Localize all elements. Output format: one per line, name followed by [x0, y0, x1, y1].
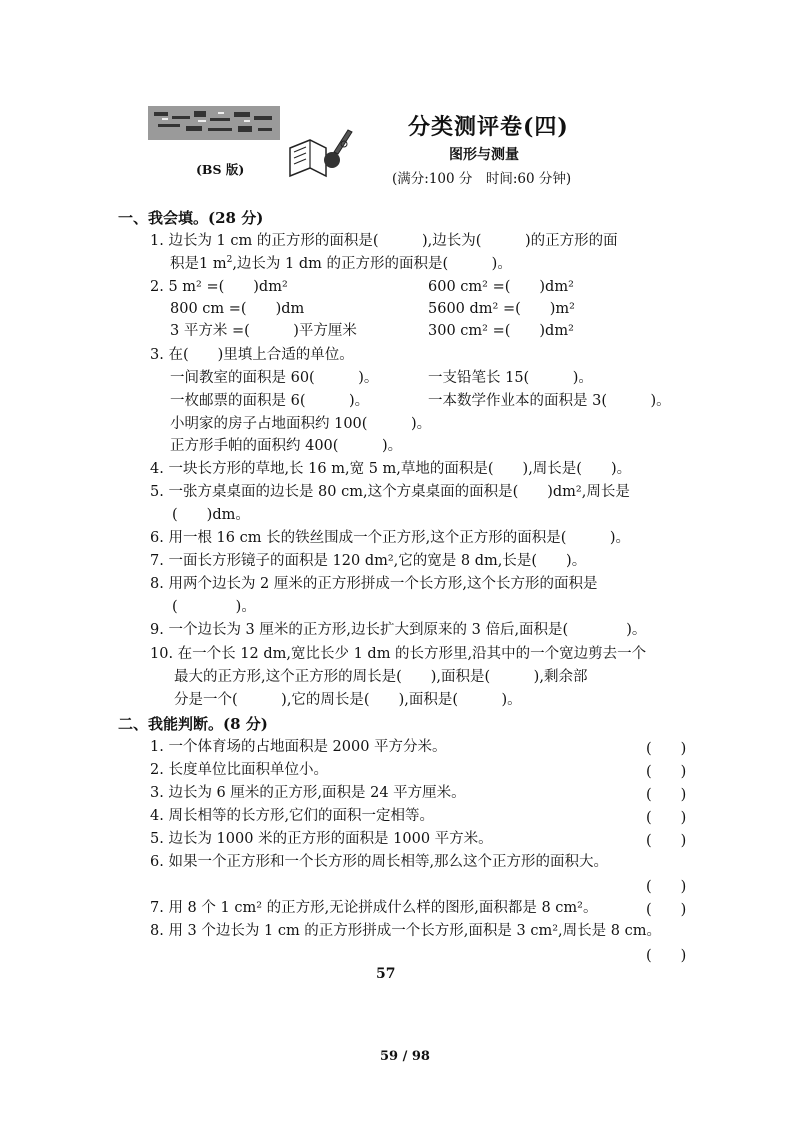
score-time-info: (满分:100 分 时间:60 分钟) — [392, 171, 572, 187]
question-2d: 5600 dm² =( )m² — [428, 301, 575, 317]
question-3-line-3b: 一本数学作业本的面积是 3( )。 — [428, 393, 671, 409]
edition-label: (BS 版) — [196, 162, 245, 177]
question-2f: 300 cm² =( )dm² — [428, 323, 574, 339]
question-5-line-1: 5. 一张方桌桌面的边长是 80 cm,这个方桌桌面的面积是( )dm²,周长是 — [150, 484, 630, 500]
question-10-line-3: 分是一个( ),它的周长是( ),面积是( )。 — [174, 692, 522, 708]
question-4: 4. 一块长方形的草地,长 16 m,宽 5 m,草地的面积是( ),周长是( )。 — [150, 461, 632, 477]
question-2b: 600 cm² =( )dm² — [428, 279, 574, 295]
question-2e: 3 平方米 =( )平方厘米 — [170, 323, 357, 339]
document-pager: 59 / 98 — [380, 1049, 430, 1064]
section-2-heading: 二、我能判断。(8 分) — [118, 715, 268, 733]
question-3-line-2a: 一间教室的面积是 60( )。 — [170, 370, 379, 386]
question-10-line-2: 最大的正方形,这个正方形的周长是( ),面积是( ),剩余部 — [174, 669, 588, 685]
answer-box-8[interactable]: ( ) — [646, 948, 687, 964]
answer-box-4[interactable]: ( ) — [646, 810, 687, 826]
question-1-line-2: 积是1 $m^2$,边长为 1 dm 的正方形的面积是( )。 — [170, 255, 512, 272]
question-8-line-2: ( )。 — [172, 599, 256, 615]
judge-item-1: 1. 一个体育场的占地面积是 2000 平方分米。 — [150, 739, 447, 755]
answer-box-6[interactable]: ( ) — [646, 879, 687, 895]
page-title: 分类测评卷(四) — [408, 114, 569, 140]
question-7: 7. 一面长方形镜子的面积是 120 dm²,它的宽是 8 dm,长是( )。 — [150, 553, 587, 569]
page-number: 57 — [376, 966, 396, 982]
judge-item-6: 6. 如果一个正方形和一个长方形的周长相等,那么这个正方形的面积大。 — [150, 854, 609, 870]
question-3-line-4: 小明家的房子占地面积约 100( )。 — [170, 416, 432, 432]
section-1-heading: 一、我会填。(28 分) — [118, 209, 264, 227]
question-3-line-1: 3. 在( )里填上合适的单位。 — [150, 347, 354, 363]
question-2c: 800 cm =( )dm — [170, 301, 305, 317]
question-3-line-3a: 一枚邮票的面积是 6( )。 — [170, 393, 370, 409]
question-10-line-1: 10. 在一个长 12 dm,宽比长少 1 dm 的长方形里,沿其中的一个宽边剪去一个 — [150, 646, 647, 662]
answer-box-7[interactable]: ( ) — [646, 902, 687, 918]
judge-item-3: 3. 边长为 6 厘米的正方形,面积是 24 平方厘米。 — [150, 785, 466, 801]
book-illustration — [286, 126, 354, 182]
question-9: 9. 一个边长为 3 厘米的正方形,边长扩大到原来的 3 倍后,面积是( )。 — [150, 622, 647, 638]
question-3-line-2b: 一支铅笔长 15( )。 — [428, 370, 593, 386]
question-8-line-1: 8. 用两个边长为 2 厘米的正方形拼成一个长方形,这个长方形的面积是 — [150, 576, 598, 592]
answer-box-5[interactable]: ( ) — [646, 833, 687, 849]
judge-item-5: 5. 边长为 1000 米的正方形的面积是 1000 平方米。 — [150, 831, 493, 847]
judge-item-2: 2. 长度单位比面积单位小。 — [150, 762, 328, 778]
question-2a: 2. 5 m² =( )dm² — [150, 279, 288, 295]
judge-item-4: 4. 周长相等的长方形,它们的面积一定相等。 — [150, 808, 435, 824]
judge-item-7: 7. 用 8 个 1 cm² 的正方形,无论拼成什么样的图形,面积都是 8 cm²。 — [150, 900, 598, 916]
question-6: 6. 用一根 16 cm 长的铁丝围成一个正方形,这个正方形的面积是( )。 — [150, 530, 631, 546]
series-logo — [148, 106, 280, 140]
answer-box-2[interactable]: ( ) — [646, 764, 687, 780]
question-3-line-5: 正方形手帕的面积约 400( )。 — [170, 438, 403, 454]
answer-box-1[interactable]: ( ) — [646, 741, 687, 757]
page-subtitle: 图形与测量 — [449, 147, 519, 163]
question-1-line-1: 1. 边长为 1 cm 的正方形的面积是( ),边长为( )的正方形的面 — [150, 233, 618, 249]
question-5-line-2: ( )dm。 — [172, 507, 250, 523]
judge-item-8: 8. 用 3 个边长为 1 cm 的正方形拼成一个长方形,面积是 3 cm²,周长是 8 cm。 — [150, 923, 661, 939]
answer-box-3[interactable]: ( ) — [646, 787, 687, 803]
